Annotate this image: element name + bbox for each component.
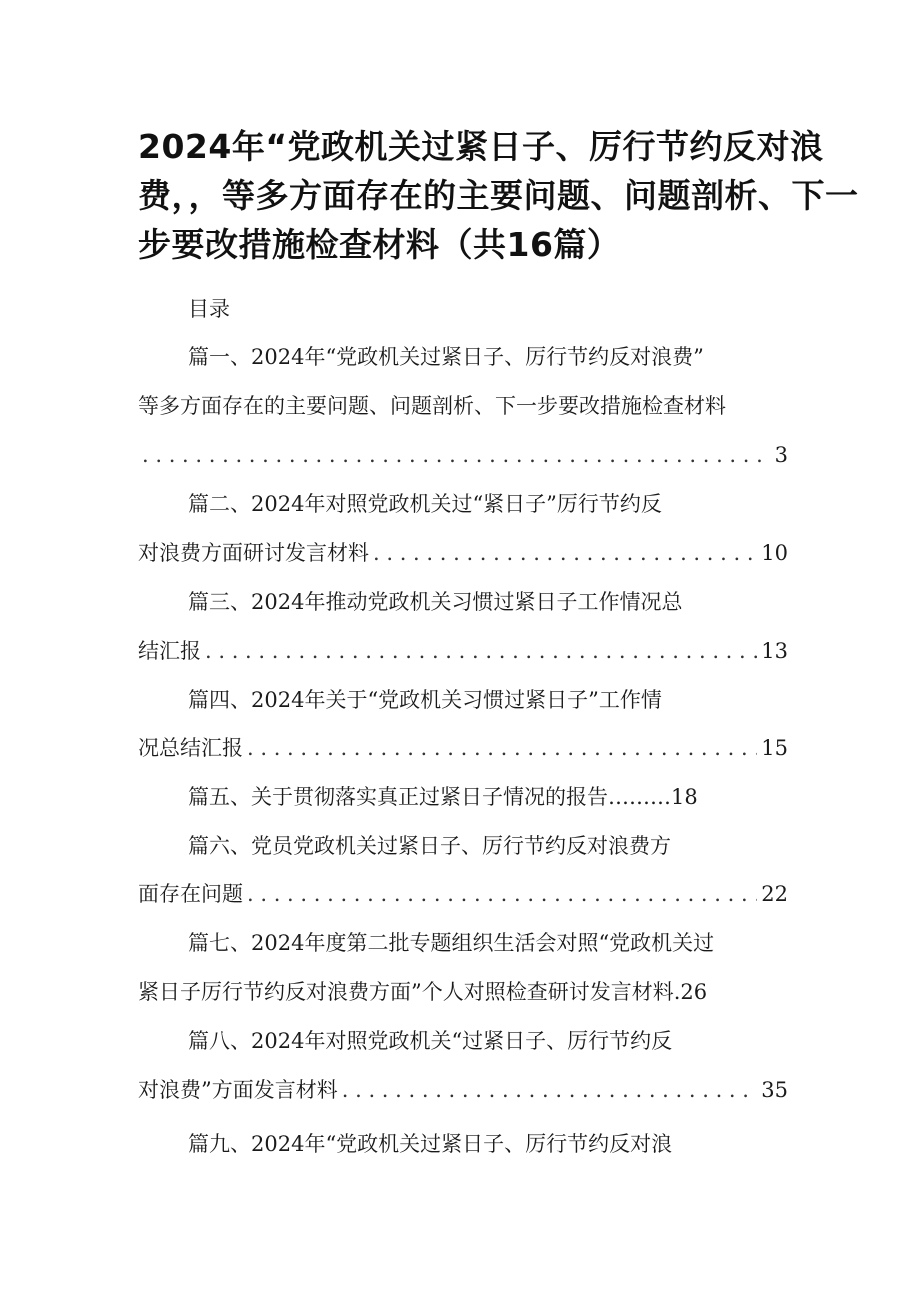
toc-entry-6-page: 22	[761, 882, 788, 906]
toc-entry-1-line-2[interactable]: 等多方面存在的主要问题、问题剖析、下一步要改措施检查材料	[138, 394, 726, 418]
dot-leader	[373, 536, 757, 570]
toc-entry-2-leader[interactable]	[138, 536, 788, 570]
toc-entry-6-line-1[interactable]: 篇六、党员党政机关过紧日子、厉行节约反对浪费方	[188, 834, 671, 858]
document-title	[138, 122, 859, 269]
title-line-2: 费，，等多方面存在的主要问题、问题剖析、下一	[138, 176, 859, 215]
toc-entry-8-page: 35	[761, 1078, 788, 1102]
dot-leader	[247, 731, 757, 765]
toc-entry-4-page: 15	[761, 736, 788, 760]
toc-entry-2-tail: 对浪费方面研讨发言材料	[138, 541, 369, 565]
toc-heading: 目录	[188, 297, 230, 321]
toc-entry-3-page: 13	[761, 639, 788, 663]
dot-leader	[342, 1073, 758, 1107]
toc-entry-8-leader[interactable]	[138, 1073, 788, 1107]
toc-entry-1-line-1[interactable]: 篇一、2024年“党政机关过紧日子、厉行节约反对浪费”	[188, 345, 704, 369]
toc-entry-4-line-1[interactable]: 篇四、2024年关于“党政机关习惯过紧日子”工作情	[188, 688, 662, 712]
toc-entry-6-tail: 面存在问题	[138, 882, 243, 906]
toc-entry-2-line-1[interactable]: 篇二、2024年对照党政机关过“紧日子”厉行节约反	[188, 492, 662, 516]
dot-leader	[142, 438, 771, 472]
toc-entry-3-line-1[interactable]: 篇三、2024年推动党政机关习惯过紧日子工作情况总	[188, 590, 683, 614]
toc-entry-4-leader[interactable]	[138, 731, 788, 765]
toc-entry-1-page: 3	[774, 443, 788, 467]
dot-leader	[205, 634, 757, 668]
toc-entry-8-line-1[interactable]: 篇八、2024年对照党政机关“过紧日子、厉行节约反	[188, 1029, 673, 1053]
toc-entry-7-line-1[interactable]: 篇七、2024年度第二批专题组织生活会对照“党政机关过	[188, 931, 715, 955]
toc-entry-9-line-1[interactable]: 篇九、2024年“党政机关过紧日子、厉行节约反对浪	[188, 1132, 673, 1156]
dot-leader	[247, 877, 757, 911]
toc-entry-5[interactable]: 篇五、关于贯彻落实真正过紧日子情况的报告………18	[188, 785, 698, 809]
toc-entry-2-page: 10	[761, 541, 788, 565]
toc-entry-6-leader[interactable]	[138, 877, 788, 911]
toc-entry-3-leader[interactable]	[138, 634, 788, 668]
toc-entry-8-tail: 对浪费”方面发言材料	[138, 1078, 338, 1102]
title-line-1: 2024年“党政机关过紧日子、厉行节约反对浪	[138, 127, 824, 166]
toc-entry-1-leader[interactable]	[138, 438, 788, 472]
toc-entry-7-line-2[interactable]: 紧日子厉行节约反对浪费方面”个人对照检查研讨发言材料.26	[138, 980, 708, 1004]
toc-entry-3-tail: 结汇报	[138, 639, 201, 663]
title-line-3: 步要改措施检查材料（共16篇）	[138, 225, 621, 264]
toc-entry-4-tail: 况总结汇报	[138, 736, 243, 760]
